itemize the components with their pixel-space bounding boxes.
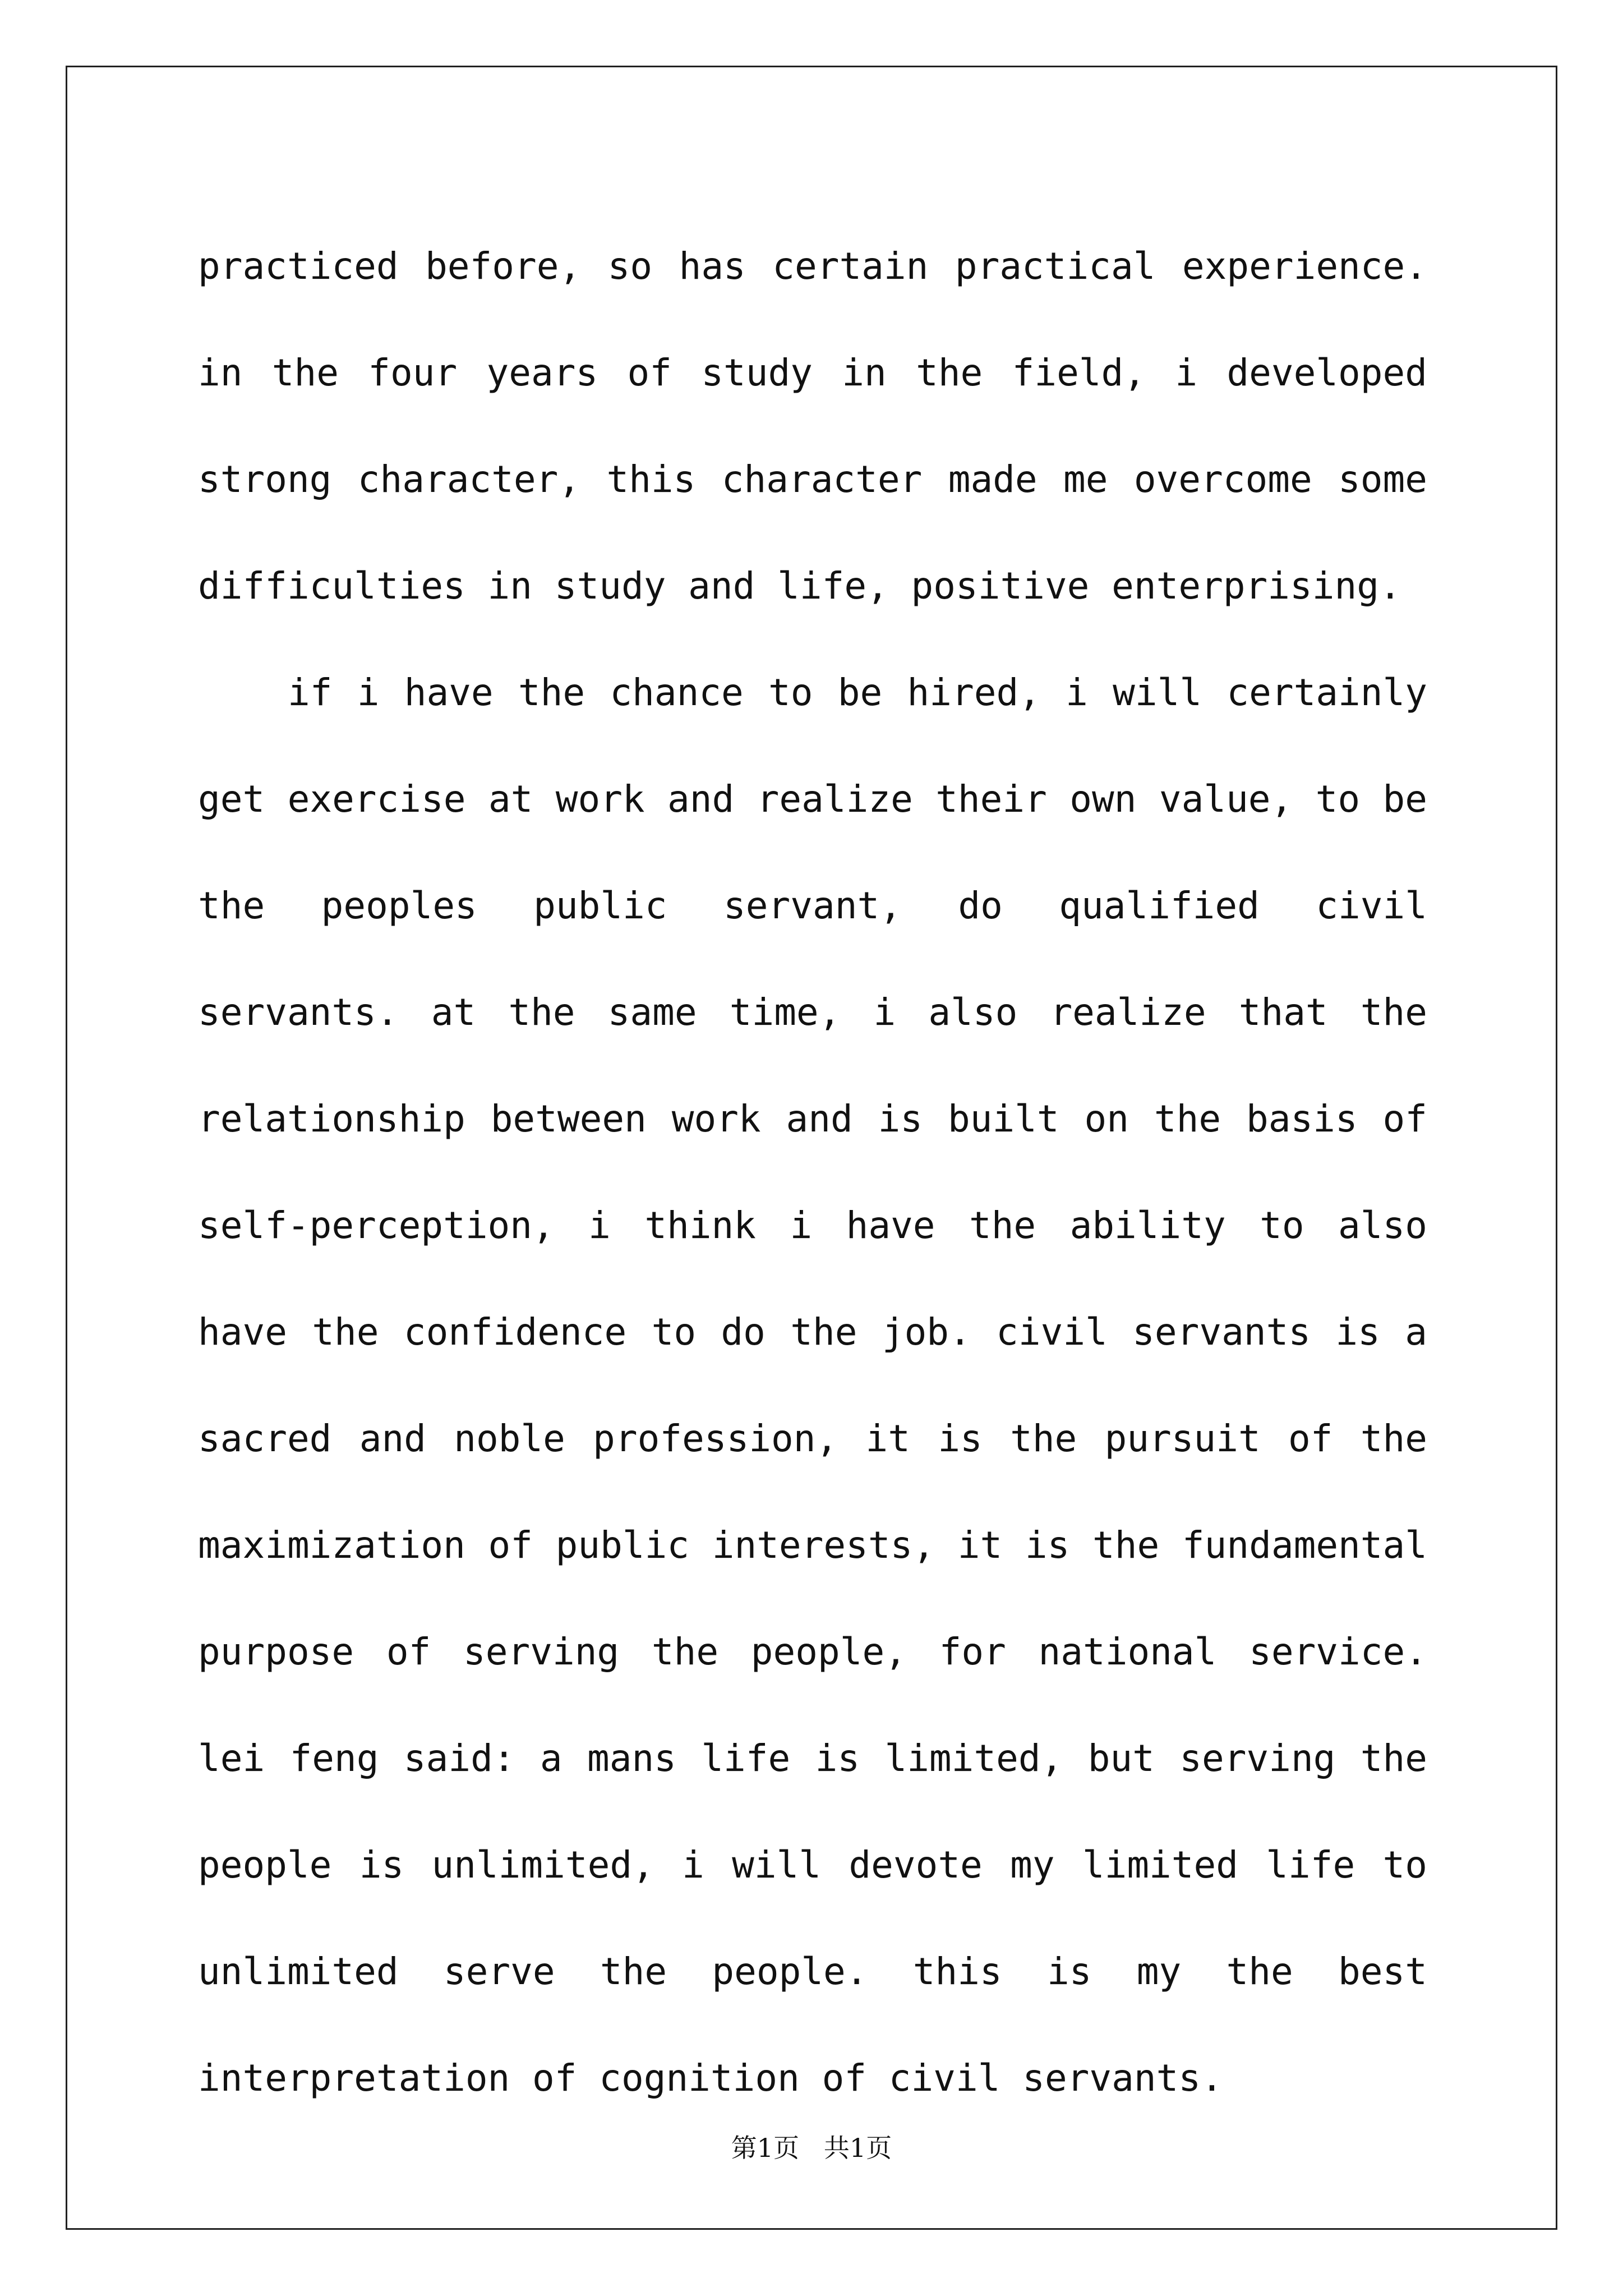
paragraph-1: practiced before, so has certain practical experience. in the four years of study in the field, i developed strong character, this character made me overcome some difficulties in study and life, positive enterprising.: [198, 245, 1427, 608]
page-number-footer: 第1页 共1页: [731, 2133, 892, 2163]
document-body: [198, 213, 1427, 2132]
paragraph-2: if i have the chance to be hired, i will certainly get exercise at work and realize their own value, to be the peoples public servant, do qualified civil servants. at the same time, i also realize that the relationship between work and is built on the basis of self-perception, i think i have the ability to also have the confidence to do the job. civil servants is a sacred and noble profession, it is the pursuit of the maximization of public interests, it is the fundamental purpose of serving the people, for national service. lei feng said: a mans life is limited, but serving the people is unlimited, i will devote my limited life to unlimited serve the people. this is my the best interpretation of cognition of civil servants.: [198, 671, 1427, 2100]
